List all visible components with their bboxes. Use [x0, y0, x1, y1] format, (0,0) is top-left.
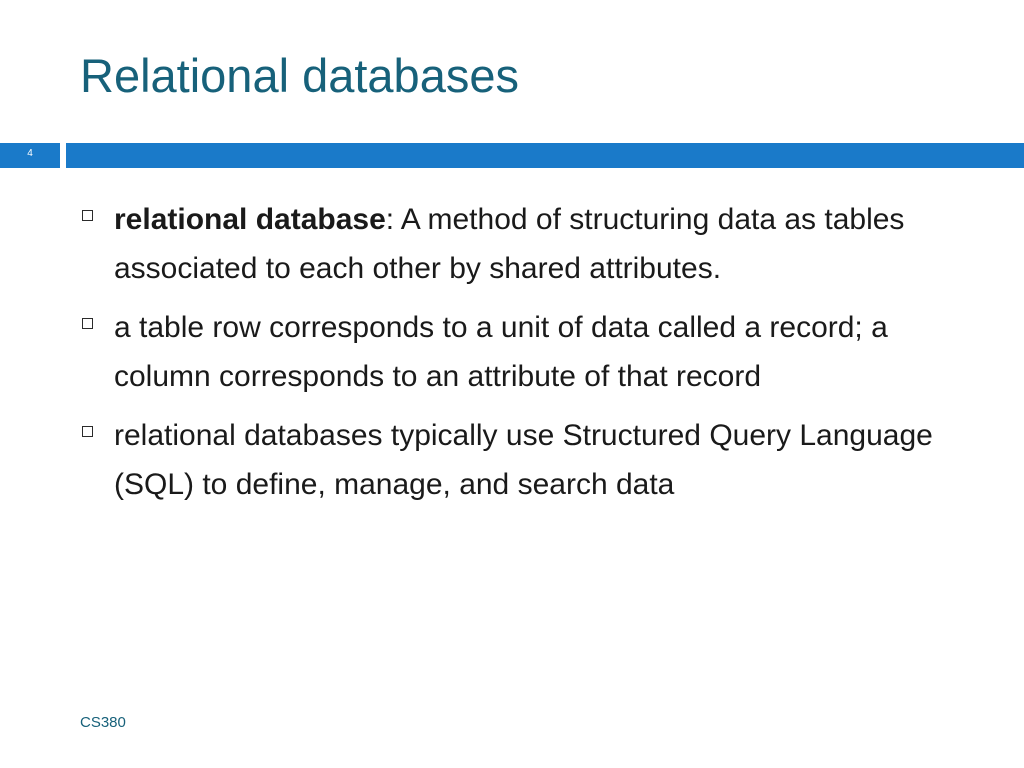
definition-text: A method of structuring data as tables associated to each other by shared attributes. — [114, 203, 905, 285]
slide-title: Relational databases — [80, 49, 519, 102]
bullet-text: relational databases typically use Structured Query Language (SQL) to define, manage, and search data — [114, 419, 933, 501]
title-divider-band — [66, 143, 1024, 168]
slide-number: 4 — [27, 148, 33, 159]
bullet-text: a table row corresponds to a unit of data called a record; a column corresponds to an attribute of that record — [114, 311, 888, 393]
square-bullet-icon — [82, 426, 93, 437]
bullet-item — [78, 303, 978, 401]
bullet-item — [78, 195, 978, 293]
footer-course-label: CS380 — [80, 714, 126, 731]
bullet-list — [78, 195, 978, 519]
bullet-text — [114, 195, 972, 293]
term-separator: : — [385, 203, 395, 236]
square-bullet-icon — [82, 210, 93, 221]
bullet-item — [78, 411, 978, 509]
defined-term: relational database — [114, 203, 386, 236]
square-bullet-icon — [82, 318, 93, 329]
